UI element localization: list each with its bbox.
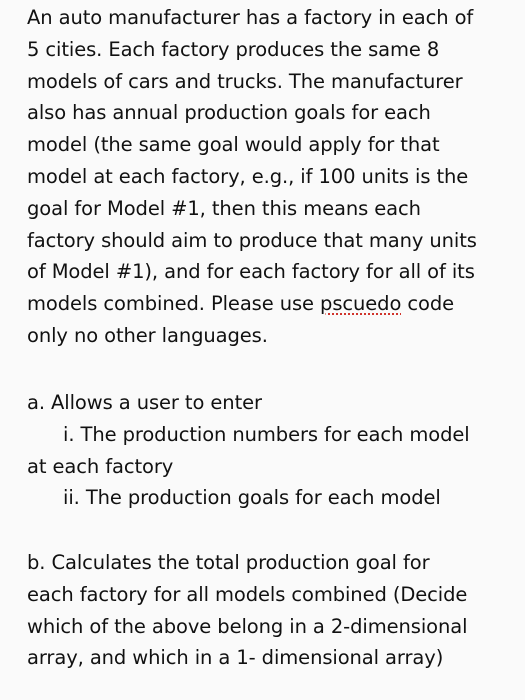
text-line: each factory for all models combined (Decide <box>27 582 468 606</box>
text-line: factory should aim to produce that many units <box>27 228 477 252</box>
text-line: of Model #1), and for each factory for all of its <box>27 260 475 284</box>
part-b <box>27 547 467 674</box>
text-line: also has annual production goals for each <box>27 101 431 125</box>
text-line: only no other languages. <box>27 323 268 347</box>
question-paragraph <box>27 2 477 352</box>
text-line: which of the above belong in a 2-dimensional <box>27 614 468 638</box>
text-line: goal for Model #1, then this means each <box>27 196 421 220</box>
part-a <box>27 387 470 514</box>
text-line: model at each factory, e.g., if 100 units is the <box>27 164 469 188</box>
part-a-item-i-continued: at each factory <box>27 454 174 478</box>
text-segment: code <box>401 292 455 316</box>
text-line: array, and which in a 1- dimensional array) <box>27 646 444 670</box>
text-line: model (the same goal would apply for that <box>27 133 440 157</box>
part-a-item-ii: ii. The production goals for each model <box>63 486 441 510</box>
text-line <box>27 288 477 320</box>
text-line: 5 cities. Each factory produces the same 8 <box>27 37 440 61</box>
misspelled-word[interactable]: pscuedo <box>320 292 402 316</box>
text-segment: models combined. Please use <box>27 292 321 316</box>
text-line: An auto manufacturer has a factory in each of <box>27 6 474 29</box>
text-line: b. Calculates the total production goal for <box>27 551 430 574</box>
part-a-heading: a. Allows a user to enter <box>27 391 262 414</box>
text-line: models of cars and trucks. The manufacturer <box>27 69 463 93</box>
part-a-item-i: i. The production numbers for each model <box>63 422 470 446</box>
